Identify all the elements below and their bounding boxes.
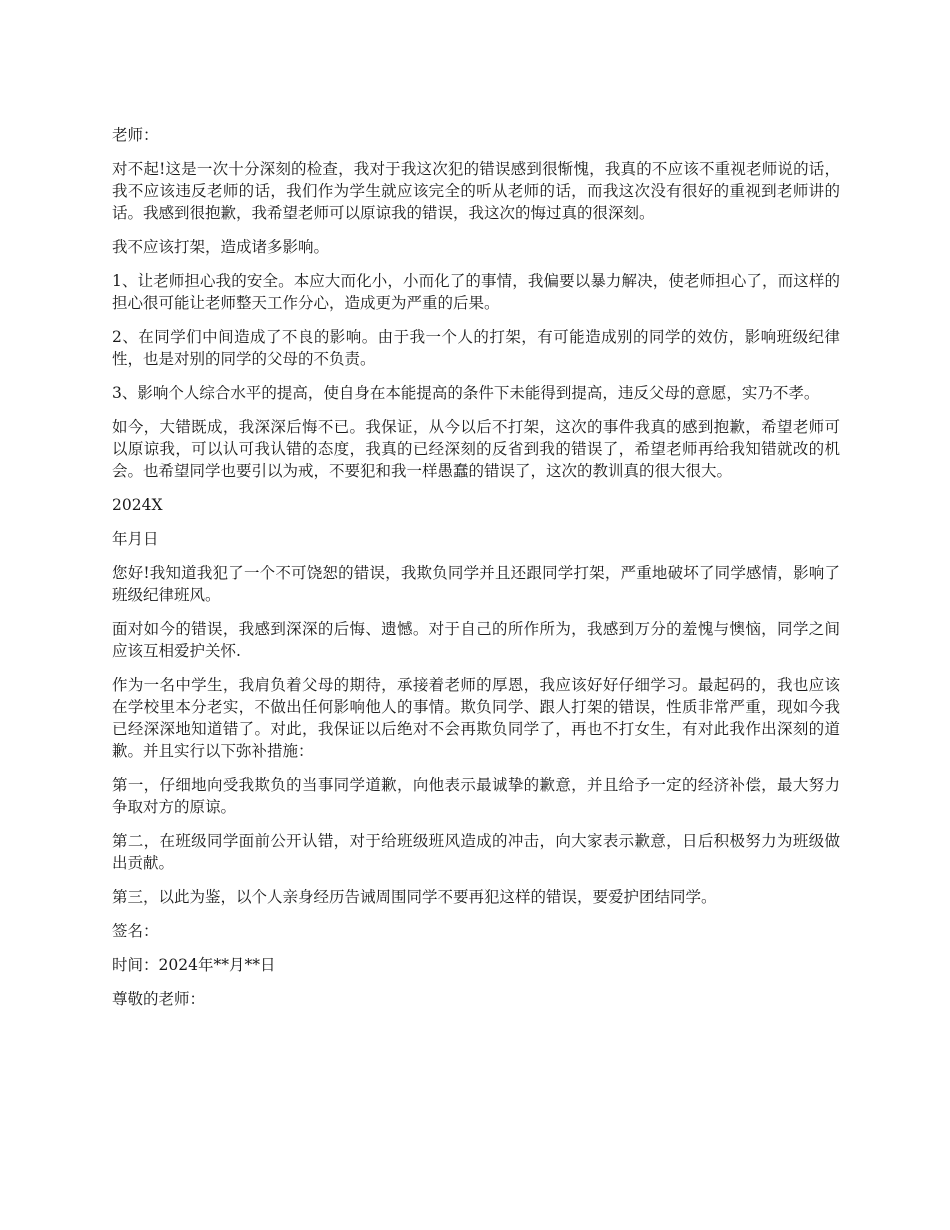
signature-line: 签名： <box>112 922 159 940</box>
paragraph: 如今，大错既成，我深深后悔不已。我保证，从今以后不打架，这次的事件我真的感到抱歉，希望老师可以原谅我，可以认可我认错的态度，我真的已经深刻的反省到我的错误了，希望老师再给我知错就改的机会。也希望同学也要引以为戒，不要犯和我一样愚蠢的错误了，这次的教训真的很大很大。 <box>112 418 840 480</box>
time-line: 时间：2024年**月**日 <box>112 956 276 974</box>
list-item: 1、让老师担心我的安全。本应大而化小，小而化了的事情，我偏要以暴力解决，使老师担心了，而这样的担心很可能让老师整天工作分心，造成更为严重的后果。 <box>112 272 840 312</box>
date-line: 年月日 <box>112 530 159 548</box>
list-item: 第二，在班级同学面前公开认错，对于给班级班风造成的冲击，向大家表示歉意，日后积极努力为班级做出贡献。 <box>112 832 840 872</box>
list-item: 第三，以此为鉴，以个人亲身经历告诫周围同学不要再犯这样的错误，要爱护团结同学。 <box>112 888 717 906</box>
paragraph: 我不应该打架，造成诸多影响。 <box>112 238 330 256</box>
list-item: 2、在同学们中间造成了不良的影响。由于我一个人的打架，有可能造成别的同学的效仿，影响班级纪律性，也是对别的同学的父母的不负责。 <box>112 328 840 368</box>
salutation: 尊敬的老师： <box>112 990 206 1008</box>
salutation: 老师： <box>112 126 159 144</box>
paragraph: 对不起!这是一次十分深刻的检查，我对于我这次犯的错误感到很惭愧，我真的不应该不重视老师说的话，我不应该违反老师的话，我们作为学生就应该完全的听从老师的话，而我这次没有很好的重视到老师讲的话。我感到很抱歉，我希望老师可以原谅我的错误，我这次的悔过真的很深刻。 <box>112 160 840 222</box>
list-item: 3、影响个人综合水平的提高，使自身在本能提高的条件下未能得到提高，违反父母的意愿，实乃不孝。 <box>112 384 820 402</box>
list-item: 第一，仔细地向受我欺负的当事同学道歉，向他表示最诚挚的歉意，并且给予一定的经济补偿，最大努力争取对方的原谅。 <box>112 776 840 816</box>
document-body <box>112 124 840 1022</box>
paragraph: 作为一名中学生，我肩负着父母的期待，承接着老师的厚恩，我应该好好仔细学习。最起码的，我也应该在学校里本分老实，不做出任何影响他人的事情。欺负同学、跟人打架的错误，性质非常严重，现如今我已经深深地知道错了。对此，我保证以后绝对不会再欺负同学了，再也不打女生，有对此我作出深刻的道歉。并且实行以下弥补措施： <box>112 676 840 760</box>
date-line: 2024X <box>112 496 163 514</box>
paragraph: 您好!我知道我犯了一个不可饶恕的错误，我欺负同学并且还跟同学打架，严重地破坏了同学感情，影响了班级纪律班风。 <box>112 564 840 604</box>
paragraph: 面对如今的错误，我感到深深的后悔、遗憾。对于自己的所作所为，我感到万分的羞愧与懊恼，同学之间应该互相爱护关怀. <box>112 620 840 660</box>
